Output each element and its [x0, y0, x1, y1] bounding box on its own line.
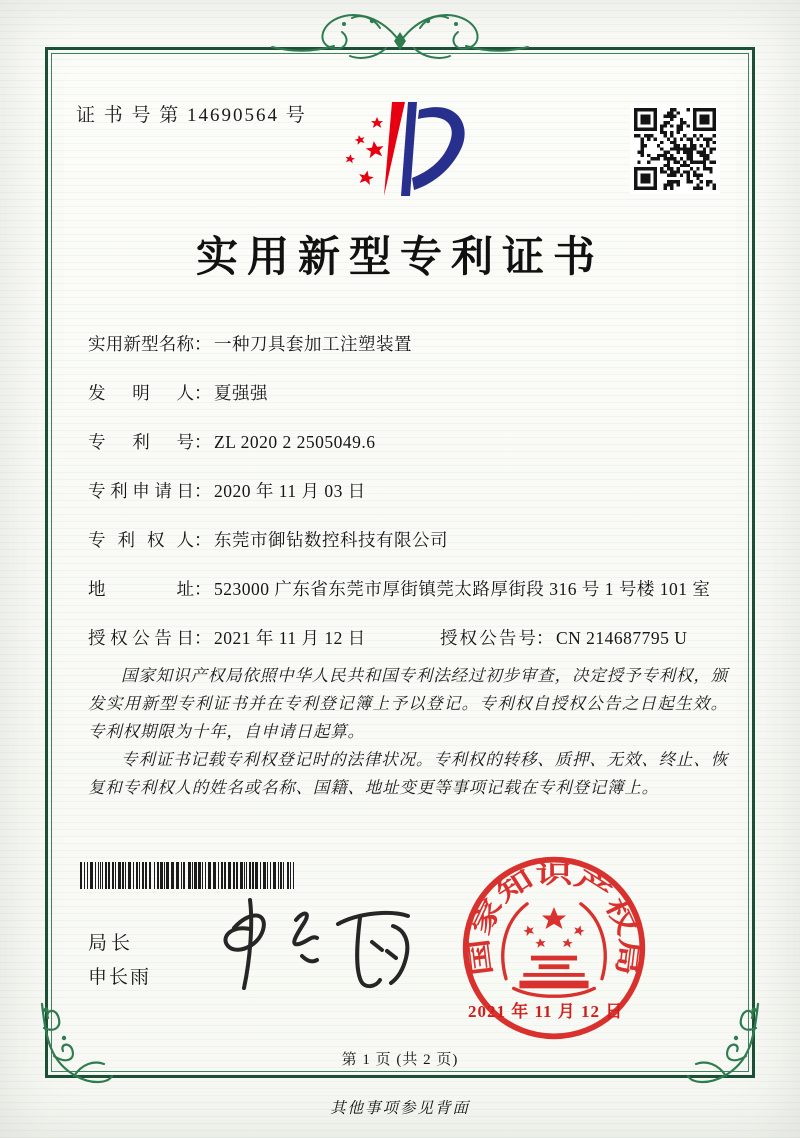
cnipa-logo: [320, 86, 480, 206]
top-flourish-ornament: [268, 6, 532, 72]
field-row-patent-no: [88, 428, 728, 456]
field-row-inventor: [88, 379, 728, 407]
field-colon: ：: [194, 432, 212, 452]
field-colon: ：: [536, 628, 554, 648]
field-row-grant: [88, 624, 728, 652]
bottom-right-flourish-ornament: [682, 998, 766, 1092]
field-label: 地址: [88, 579, 194, 599]
legal-paragraph-1: 国家知识产权局依照中华人民共和国专利法经过初步审查，决定授予专利权，颁发实用新型专利证书并在专利登记簿上予以登记。专利权自授权公告之日起生效。专利权期限为十年，自申请日起算。: [88, 666, 728, 741]
page-number: 第 1 页 (共 2 页): [341, 1052, 459, 1068]
grant-date-group: [88, 624, 440, 652]
field-label: 专利权人: [88, 530, 194, 550]
field-label: 专利申请日: [88, 481, 194, 501]
field-colon: ：: [194, 628, 212, 648]
certificate-fields: [88, 330, 728, 673]
field-value: 一种刀具套加工注塑装置: [214, 334, 412, 354]
field-colon: ：: [194, 383, 212, 403]
logo-stars: [345, 117, 385, 185]
director-signature: [190, 888, 430, 1000]
signer-name: 申长雨: [88, 967, 152, 988]
seal-date: 2021 年 11 月 12 日: [468, 1002, 624, 1021]
field-value: 523000 广东省东莞市厚街镇莞太路厚街段 316 号 1 号楼 101 室: [214, 579, 711, 599]
field-label: 授权公告日: [88, 628, 194, 648]
field-row-address: [88, 575, 728, 603]
certificate-number: 证 书 号 第 14690564 号: [76, 105, 307, 126]
legal-text: [88, 662, 728, 802]
field-value: 2021 年 11 月 12 日: [214, 628, 366, 648]
field-value: 2020 年 11 月 03 日: [214, 481, 366, 501]
bottom-left-flourish-ornament: [34, 998, 118, 1092]
barcode: [80, 862, 294, 889]
field-label: 实用新型名称: [88, 334, 194, 354]
field-value: CN 214687795 U: [556, 628, 688, 648]
field-row-patentee: [88, 526, 728, 554]
field-label: 授权公告号: [440, 628, 536, 648]
field-value: ZL 2020 2 2505049.6: [214, 432, 376, 452]
field-label: 专利号: [88, 432, 194, 452]
back-side-note: 其他事项参见背面: [329, 1100, 470, 1117]
field-value: 夏强强: [214, 383, 268, 403]
field-colon: ：: [194, 481, 212, 501]
field-colon: ：: [194, 579, 212, 599]
seal-org-text: 国家知识产权局: [467, 861, 642, 977]
signer-title: 局长: [88, 933, 135, 954]
seal-national-emblem: [503, 904, 605, 996]
qr-code: [630, 104, 720, 194]
field-label: 发明人: [88, 383, 194, 403]
field-colon: ：: [194, 334, 212, 354]
field-value: 东莞市御钻数控科技有限公司: [214, 530, 448, 550]
grant-number-group: [440, 624, 728, 652]
field-colon: ：: [194, 530, 212, 550]
legal-paragraph-2: 专利证书记载专利权登记时的法律状况。专利权的转移、质押、无效、终止、恢复和专利权人的姓名或名称、国籍、地址变更等事项记载在专利登记簿上。: [88, 750, 728, 797]
logo-red-wedge: [384, 102, 405, 196]
certificate-title: 实用新型专利证书: [195, 235, 604, 281]
field-row-name: [88, 330, 728, 358]
logo-blue-p: [401, 102, 465, 196]
field-row-filing-date: [88, 477, 728, 505]
